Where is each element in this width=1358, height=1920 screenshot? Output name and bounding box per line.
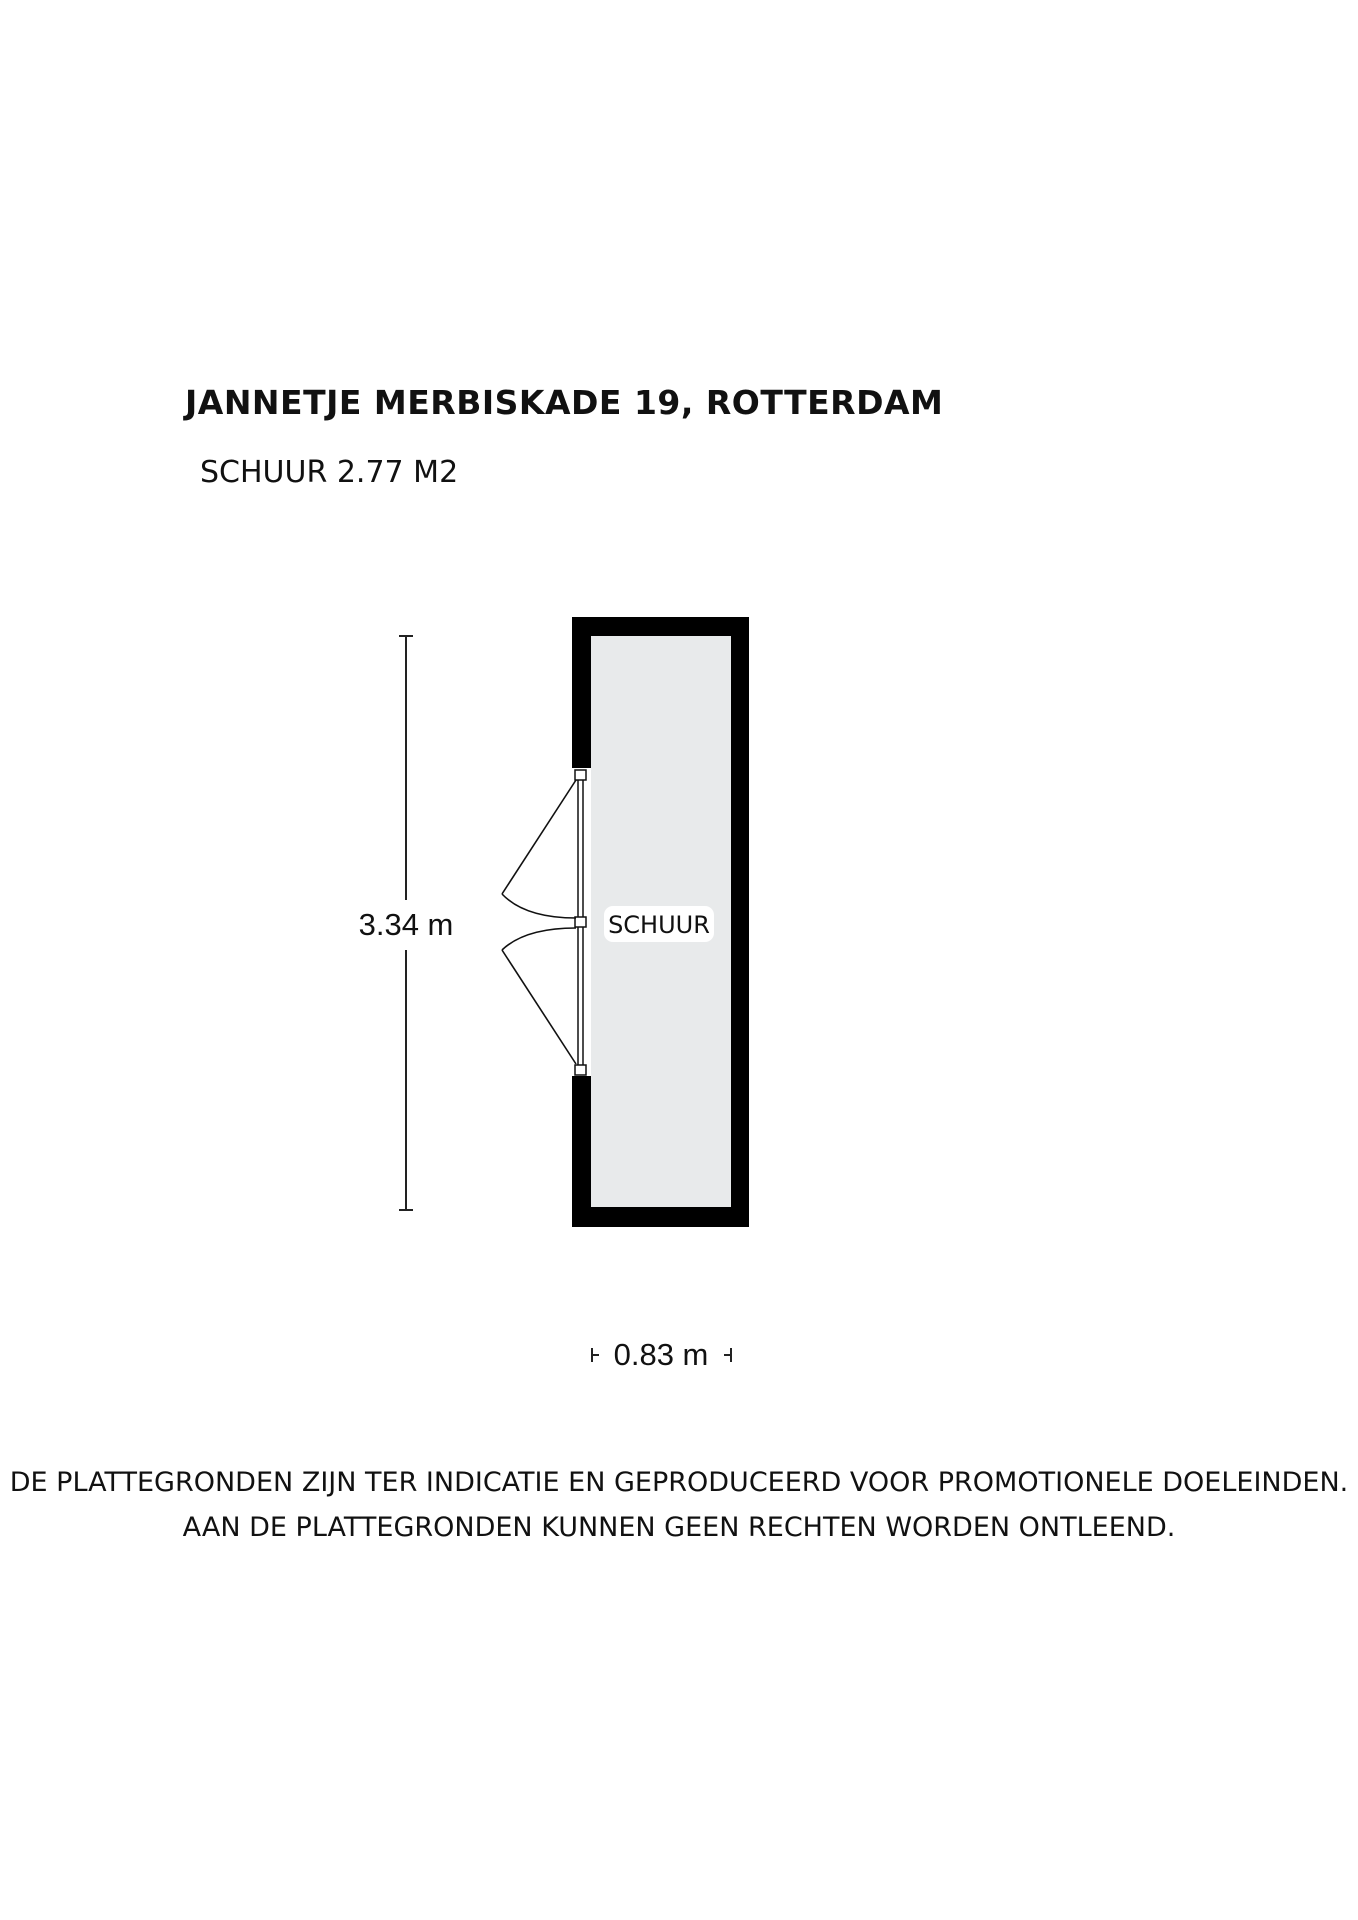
disclaimer-line-2: AAN DE PLATTEGRONDEN KUNNEN GEEN RECHTEN WORDEN ONTLEEND. (182, 1512, 1176, 1543)
disclaimer-line-1: DE PLATTEGRONDEN ZIJN TER INDICATIE EN GEPRODUCEERD VOOR PROMOTIONELE DOELEINDEN. (9, 1467, 1349, 1498)
room-area-subtitle: SCHUUR 2.77 M2 (200, 455, 459, 490)
room-label: SCHUUR (608, 911, 710, 939)
double-door-swing (502, 780, 576, 1064)
disclaimer (0, 1460, 1358, 1550)
width-dimension-label: 0.83 m (613, 1337, 709, 1372)
height-dimension-label: 3.34 m (358, 907, 454, 942)
page-title: JANNETJE MERBISKADE 19, ROTTERDAM (185, 383, 944, 422)
